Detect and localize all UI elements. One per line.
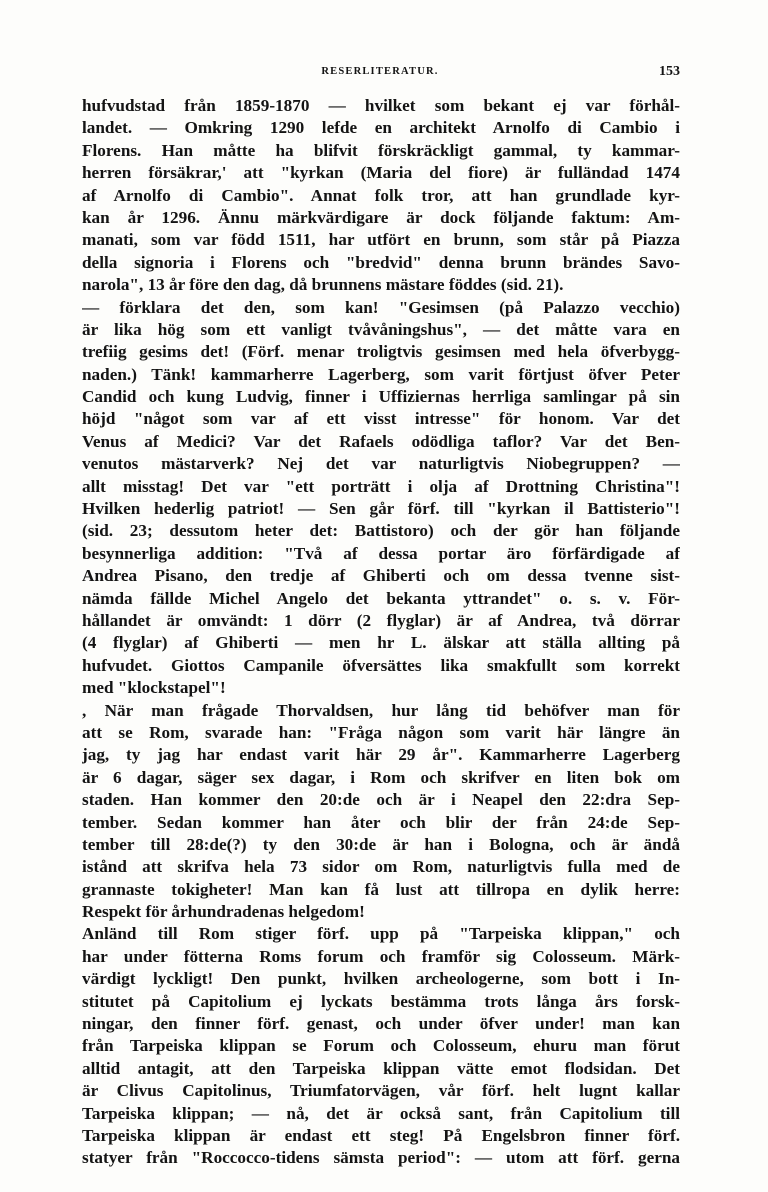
text-line: manati, som var född 1511, har utfört en brunn, som står på Piazza	[82, 230, 680, 250]
text-line: statyer från "Roccocco-tidens sämsta period": — utom att förf. gerna	[82, 1148, 680, 1168]
text-line: herren försäkrar,' att "kyrkan (Maria del fiore) är fulländad 1474	[82, 163, 680, 183]
text-line: Venus af Medici? Var det Rafaels odödliga taflor? Var det Ben-	[82, 431, 680, 451]
text-line: Tarpeiska klippan; — nå, det är också sant, från Capitolium till	[82, 1103, 680, 1123]
text-line: Florens. Han måtte ha blifvit förskräckligt gammal, ty kammar-	[82, 140, 680, 160]
text-line: Andrea Pisano, den tredje af Ghiberti och om dessa tvenne sist-	[82, 566, 680, 586]
text-line: istånd att skrifva hela 73 sidor om Rom, naturligtvis fulla med de	[82, 857, 680, 877]
running-head: RESERLITERATUR.	[321, 66, 439, 77]
text-line: landet. — Omkring 1290 lefde en architekt Arnolfo di Cambio i	[82, 118, 680, 138]
text-line: Anländ till Rom stiger förf. upp på "Tarpeiska klippan," och	[82, 924, 680, 944]
text-line: narola", 13 år före den dag, då brunnens mästare föddes (sid. 21).	[82, 275, 564, 295]
page-header	[80, 66, 680, 86]
text-line: af Arnolfo di Cambio". Annat folk tror, att han grundlade kyr-	[82, 185, 680, 205]
text-line: hållandet är omvändt: 1 dörr (2 flyglar) är af Andrea, två dörrar	[82, 610, 680, 630]
text-line: med "klockstapel"!	[82, 678, 226, 698]
text-line: (sid. 23; dessutom heter det: Battistoro) och der gör han följande	[82, 521, 680, 541]
text-line: tember. Sedan kommer han åter och blir der från 24:de Sep-	[82, 812, 680, 832]
page-number: 153	[659, 64, 680, 79]
body-text	[82, 95, 680, 1170]
text-line: allt misstag! Det var "ett porträtt i olja af Drottning Christina"!	[82, 476, 680, 496]
text-line: hufvudstad från 1859-1870 — hvilket som bekant ej var förhål-	[82, 96, 680, 115]
text-line: grannaste tokigheter! Man kan få lust att tillropa en dylik herre:	[82, 879, 680, 899]
text-line: Hvilken hederlig patriot! — Sen går förf. till "kyrkan il Battisterio"!	[82, 499, 680, 519]
text-line: hufvudet. Giottos Campanile öfversättes lika smakfullt som korrekt	[82, 655, 680, 675]
text-line: från Tarpeiska klippan se Forum och Colosseum, ehuru man förut	[82, 1036, 680, 1056]
text-line: jag, ty jag har endast varit här 29 år". Kammarherre Lagerberg	[82, 745, 680, 765]
text-line: venutos mästarverk? Nej det var naturligtvis Niobegruppen? —	[82, 454, 680, 474]
text-line: är 6 dagar, säger sex dagar, i Rom och skrifver en liten bok om	[82, 767, 680, 787]
text-line: nämda fällde Michel Angelo det bekanta yttrandet" o. s. v. För-	[82, 588, 680, 608]
text-line: att se Rom, svarade han: "Fråga någon som varit här längre än	[82, 722, 680, 742]
text-line: besynnerliga addition: "Två af dessa portar äro förfärdigade af	[82, 543, 680, 563]
text-line: tember till 28:de(?) ty den 30:de är han i Bologna, och är ändå	[82, 834, 680, 854]
text-line: (4 flyglar) af Ghiberti — men hr L. älskar att ställa allting på	[82, 633, 680, 653]
text-line: ningar, den finner förf. genast, och under öfver under! man kan	[82, 1014, 680, 1034]
text-line: alltid antagit, att den Tarpeiska klippan vätte emot flodsidan. Det	[82, 1058, 680, 1078]
text-line: värdigt lyckligt! Den punkt, hvilken archeologerne, som bott i In-	[82, 969, 680, 989]
text-line: staden. Han kommer den 20:de och är i Neapel den 22:dra Sep-	[82, 790, 680, 810]
text-line: stitutet på Capitolium ej lyckats bestämma trots långa års forsk-	[82, 991, 680, 1011]
text-line: Candid och kung Ludvig, finner i Uffiziernas herrliga samlingar på sin	[82, 387, 680, 407]
text-line: är Clivus Capitolinus, Triumfatorvägen, vår förf. helt lugnt kallar	[82, 1081, 680, 1101]
text-line: della signoria i Florens och "bredvid" denna brunn brändes Savo-	[82, 252, 680, 272]
text-line: trefiig gesims det! (Förf. menar troligtvis gesimsen med hela öfverbygg-	[82, 342, 680, 362]
text-line: är lika hög som ett vanligt tvåvåningshus", — det måtte vara en	[82, 319, 680, 339]
text-line: naden.) Tänk! kammarherre Lagerberg, som varit förtjust öfver Peter	[82, 364, 680, 384]
text-line: Tarpeiska klippan är endast ett steg! På Engelsbron finner förf.	[82, 1125, 680, 1145]
text-line: höjd "något som var af ett visst intresse" för honom. Var det	[82, 409, 680, 429]
text-line: Respekt för århundradenas helgedom!	[82, 902, 365, 922]
text-line: har under fötterna Roms forum och framför sig Colosseum. Märk-	[82, 946, 680, 966]
text-line: , När man frågade Thorvaldsen, hur lång tid behöfver man för	[82, 700, 680, 720]
text-line: — förklara det den, som kan! "Gesimsen (på Palazzo vecchio)	[82, 297, 680, 317]
text-line: kan år 1296. Ännu märkvärdigare är dock följande faktum: Am-	[82, 207, 680, 227]
